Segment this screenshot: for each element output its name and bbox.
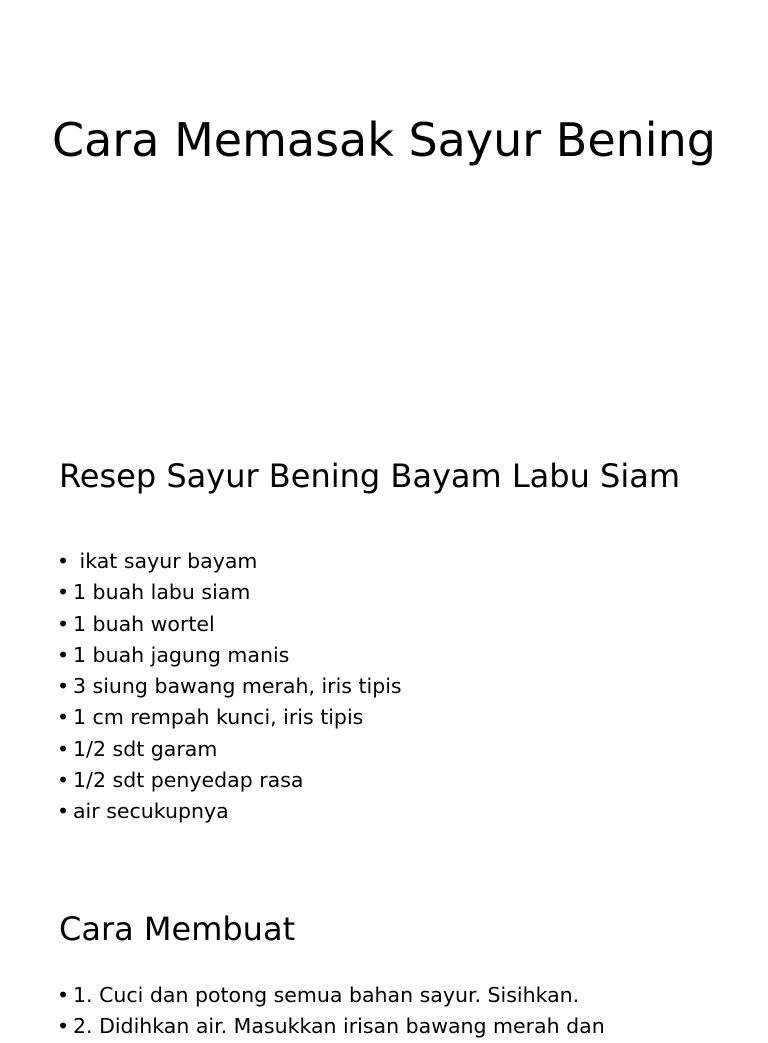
list-item bbox=[57, 671, 402, 702]
list-item-text: ikat sayur bayam bbox=[73, 549, 258, 573]
list-item-text: air secukupnya bbox=[73, 799, 229, 824]
list-item bbox=[57, 796, 402, 827]
list-item-text: 3 siung bawang merah, iris tipis bbox=[73, 674, 402, 699]
list-item bbox=[57, 609, 402, 640]
list-item bbox=[57, 734, 402, 765]
list-item-text: 1 buah labu siam bbox=[73, 580, 251, 605]
list-item-text: 1/2 sdt penyedap rasa bbox=[73, 768, 304, 793]
bullet: • bbox=[57, 580, 70, 605]
bullet: • bbox=[57, 705, 70, 730]
section-heading-cara-membuat: Cara Membuat bbox=[59, 910, 296, 948]
bullet: • bbox=[57, 983, 70, 1007]
list-item-text: 1. Cuci dan potong semua bahan sayur. Sisihkan. bbox=[73, 983, 580, 1007]
bullet: • bbox=[57, 674, 70, 699]
list-item bbox=[57, 640, 402, 671]
list-item bbox=[57, 765, 402, 796]
page-title: Cara Memasak Sayur Bening bbox=[52, 113, 716, 167]
bullet: • bbox=[57, 799, 70, 824]
steps-list bbox=[57, 980, 605, 1043]
bullet: • bbox=[57, 642, 70, 667]
list-item-text: 1/2 sdt garam bbox=[73, 736, 218, 761]
list-item-text: 1 buah jagung manis bbox=[73, 642, 290, 667]
list-item-text: 1 buah wortel bbox=[73, 611, 215, 636]
list-item bbox=[57, 980, 605, 1011]
list-item bbox=[57, 1011, 605, 1042]
list-item bbox=[57, 577, 402, 608]
bullet: • bbox=[57, 768, 70, 793]
list-item-text: 2. Didihkan air. Masukkan irisan bawang merah dan bbox=[73, 1014, 605, 1039]
list-item bbox=[57, 546, 402, 577]
section-heading-resep: Resep Sayur Bening Bayam Labu Siam bbox=[59, 457, 681, 495]
list-item-text: 1 cm rempah kunci, iris tipis bbox=[73, 705, 364, 730]
bullet: • bbox=[57, 1014, 70, 1039]
bullet: • bbox=[57, 736, 70, 761]
bullet: • bbox=[57, 611, 70, 636]
bullet: • bbox=[57, 549, 70, 573]
list-item bbox=[57, 702, 402, 733]
ingredients-list bbox=[57, 546, 402, 828]
